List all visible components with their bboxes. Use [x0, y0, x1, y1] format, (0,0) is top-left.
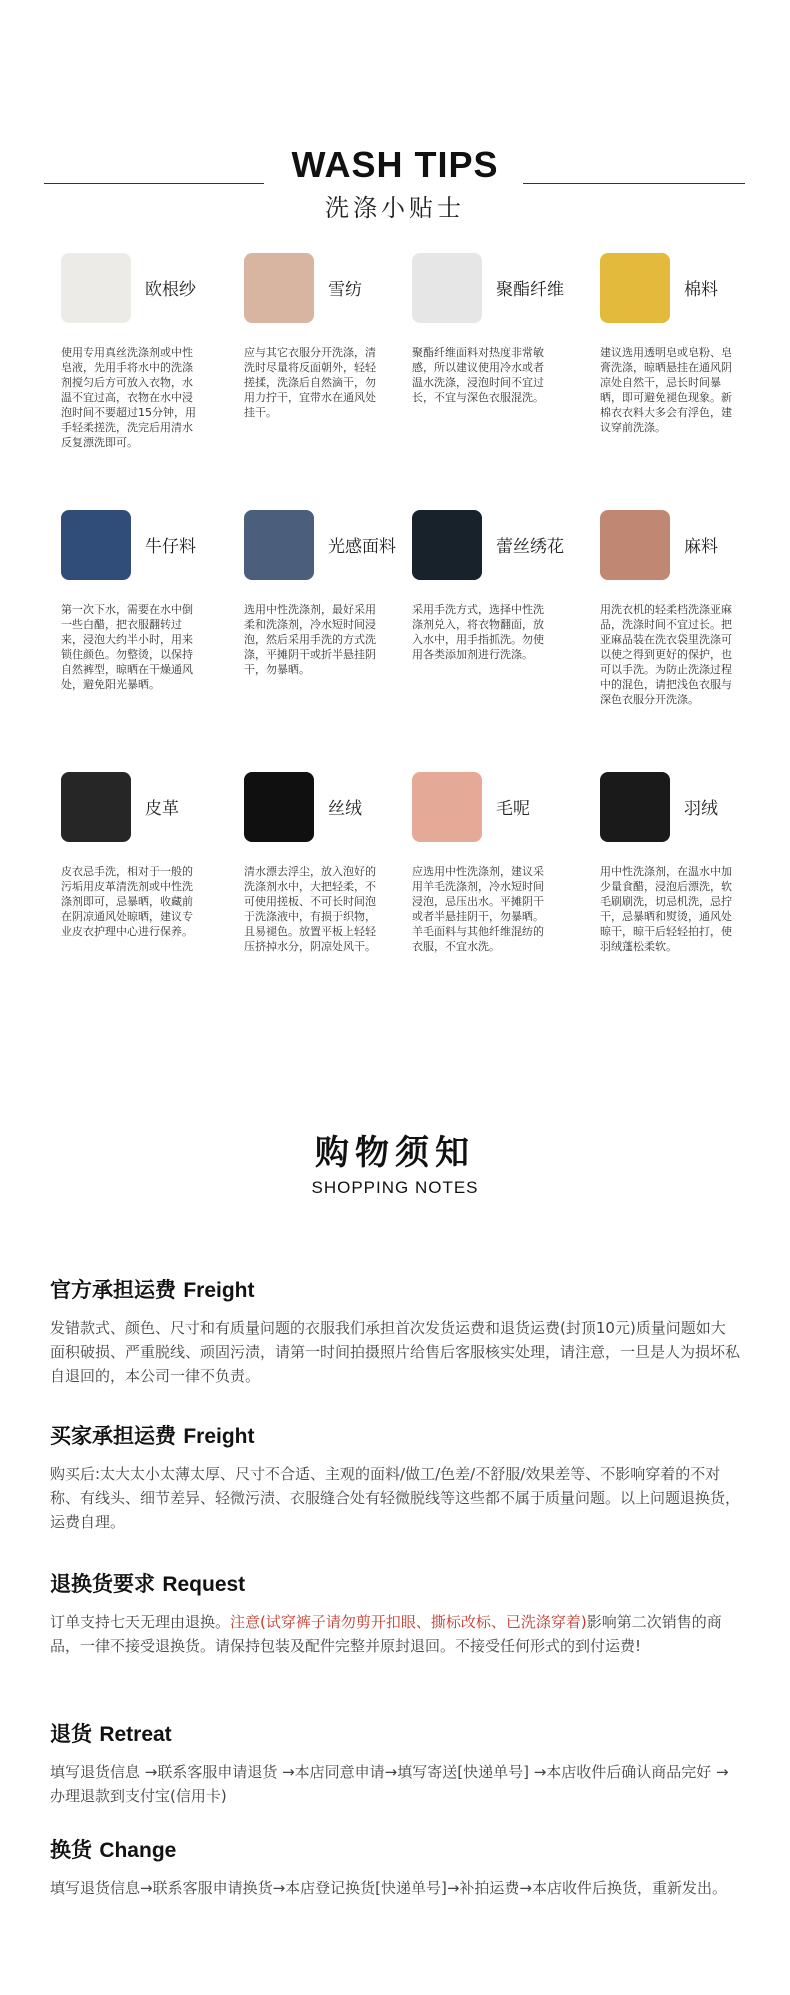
note-change: [50, 1834, 740, 1900]
note-body: 发错款式、颜色、尺寸和有质量问题的衣服我们承担首次发货运费和退货运费(封顶10元)质量问题如大面积破损、严重脱线、顽固污渍，请第一时间拍摄照片给售后客服核实处理，请注意，一旦是人为损坏私自退回的，本公司一律不负责。: [50, 1319, 741, 1385]
fabric-name: 雪纺: [328, 280, 362, 300]
note-heading-cn: 退货: [50, 1722, 92, 1746]
note-heading-cn: 退换货要求: [50, 1572, 155, 1596]
note-body: 购买后:太大太小太薄太厚、尺寸不合适、主观的面料/做工/色差/不舒服/效果差等、不影响穿着的不对称、有线头、细节差异、轻微污渍、衣服缝合处有轻微脱线等这些都不属于质量问题。以上问题退换货，运费自理。: [50, 1465, 741, 1531]
fabric-desc: 选用中性洗涤剂，最好采用柔和洗涤剂，冷水短时间浸泡，然后采用手洗的方式洗涤，平摊阴干或折半悬挂阴干，勿暴晒。: [244, 603, 376, 676]
note-body: [50, 1610, 740, 1658]
fabric-name: 麻料: [684, 537, 718, 557]
fabric-name: 丝绒: [328, 799, 362, 819]
note-body-text: 订单支持七天无理由退换。: [50, 1613, 231, 1631]
shopping-notes-header: [0, 1125, 790, 1198]
fabric-swatch: [600, 510, 670, 580]
note-heading-en: Request: [162, 1573, 246, 1596]
fabric-desc: 清水漂去浮尘，放入泡好的洗涤剂水中，大把轻柔，不可使用搓板、不可长时间泡于洗涤液中，有损于织物，且易褪色。放置平板上轻轻压挤掉水分，阴凉处风干。: [244, 865, 376, 953]
note-official-freight: [50, 1274, 740, 1388]
fabric-swatch: [61, 510, 131, 580]
note-buyer-freight: [50, 1420, 740, 1534]
note-retreat: [50, 1718, 740, 1808]
fabric-desc: 聚酯纤维面料对热度非常敏感，所以建议使用冷水或者温水洗涤，浸泡时间不宜过长，不宜与深色衣服混洗。: [412, 346, 544, 404]
fabric-name: 欧根纱: [145, 280, 196, 300]
fabric-swatch: [412, 772, 482, 842]
note-body: 填写退货信息→联系客服申请换货→本店登记换货[快递单号]→补拍运费→本店收件后换货，重新发出。: [50, 1879, 727, 1897]
fabric-desc: 采用手洗方式，选择中性洗涤剂兑入，将衣物翻面，放入水中，用手指抓洗。勿使用各类添加剂进行洗涤。: [412, 603, 544, 661]
note-body: 填写退货信息 →联系客服申请退货 →本店同意申请→填写寄送[快递单号] →本店收件后确认商品完好 →办理退款到支付宝(信用卡): [50, 1763, 729, 1805]
note-return-request: [50, 1568, 740, 1658]
fabric-name: 聚酯纤维: [496, 280, 564, 300]
wash-tips-header: [0, 140, 790, 220]
note-warning-text: 注意(试穿裤子请勿剪开扣眼、撕标改标、已洗涤穿着): [230, 1613, 587, 1631]
note-body-text: 影响第二次销售的商品，一律不接受退换货。请保持包装及配件完整并原封退回。不接受任何形式的到付运费!: [50, 1613, 722, 1655]
fabric-desc: 皮衣忌手洗，相对于一般的污垢用皮革清洗剂或中性洗涤剂即可，忌暴晒，收藏前在阴凉通风处晾晒，建议专业皮衣护理中心进行保养。: [61, 865, 193, 938]
note-heading-en: Change: [99, 1839, 177, 1862]
shopping-notes-title: 购物须知: [315, 1133, 475, 1173]
fabric-swatch: [412, 253, 482, 323]
fabric-name: 毛呢: [496, 799, 530, 819]
fabric-swatch: [244, 253, 314, 323]
note-heading: [50, 1420, 740, 1450]
fabric-name: 光感面料: [328, 537, 396, 557]
fabric-name: 皮革: [145, 799, 179, 819]
note-heading-en: Freight: [183, 1279, 255, 1302]
shopping-notes-subtitle: SHOPPING NOTES: [311, 1178, 479, 1197]
fabric-name: 牛仔料: [145, 537, 196, 557]
note-heading-cn: 官方承担运费: [50, 1278, 176, 1302]
fabric-swatch: [61, 772, 131, 842]
fabric-name: 棉料: [684, 280, 718, 300]
note-heading-cn: 买家承担运费: [50, 1424, 176, 1448]
fabric-swatch: [61, 253, 131, 323]
note-heading: [50, 1274, 740, 1304]
fabric-swatch: [600, 772, 670, 842]
fabric-desc: 第一次下水，需要在水中倒一些白醋，把衣服翻转过来，浸泡大约半小时，用来锁住颜色。勿整烫，以保持自然裤型，晾晒在干燥通风处，避免阳光暴晒。: [61, 603, 193, 691]
fabric-name: 蕾丝绣花: [496, 537, 564, 557]
note-heading-en: Freight: [183, 1425, 255, 1448]
note-heading-en: Retreat: [99, 1723, 172, 1746]
fabric-name: 羽绒: [684, 799, 718, 819]
fabric-swatch: [600, 253, 670, 323]
note-heading: [50, 1834, 740, 1864]
fabric-desc: 应与其它衣服分开洗涤，清洗时尽量将反面朝外，轻轻搓揉，洗涤后自然滴干，勿用力拧干，宜带水在通风处挂干。: [244, 346, 376, 419]
fabric-swatch: [412, 510, 482, 580]
wash-tips-subtitle: 洗涤小贴士: [325, 194, 465, 222]
fabric-desc: 建议选用透明皂或皂粉、皂膏洗涤，晾晒悬挂在通风阴凉处自然干，忌长时间暴晒，即可避免褪色现象。新棉衣衣料大多会有浮色，建议穿前洗涤。: [600, 346, 732, 434]
wash-tips-title: WASH TIPS: [291, 144, 499, 185]
note-heading: [50, 1718, 740, 1748]
note-heading: [50, 1568, 740, 1598]
fabric-desc: 应选用中性洗涤剂，建议采用羊毛洗涤剂，冷水短时间浸泡，忌压出水。平摊阴干或者半悬挂阴干，勿暴晒。羊毛面料与其他纤维混纺的衣服，不宜水洗。: [412, 865, 544, 953]
fabric-desc: 用洗衣机的轻柔档洗涤亚麻品，洗涤时间不宜过长。把亚麻品装在洗衣袋里洗涤可以使之得到更好的保护，也可以手洗。为防止洗涤过程中的混色，请把浅色衣服与深色衣服分开洗涤。: [600, 603, 732, 706]
fabric-swatch: [244, 510, 314, 580]
fabric-desc: 使用专用真丝洗涤剂或中性皂液，先用手将水中的洗涤剂搅匀后方可放入衣物，水温不宜过高，衣物在水中浸泡时间不要超过15分钟，用手轻柔搓洗，洗完后用清水反复漂洗即可。: [61, 346, 196, 449]
note-heading-cn: 换货: [50, 1838, 92, 1862]
fabric-desc: 用中性洗涤剂，在温水中加少量食醋，浸泡后漂洗，软毛刷刷洗，切忌机洗，忌拧干，忌暴晒和熨烫，通风处晾干，晾干后轻轻拍打，使羽绒蓬松柔软。: [600, 865, 732, 953]
fabric-swatch: [244, 772, 314, 842]
